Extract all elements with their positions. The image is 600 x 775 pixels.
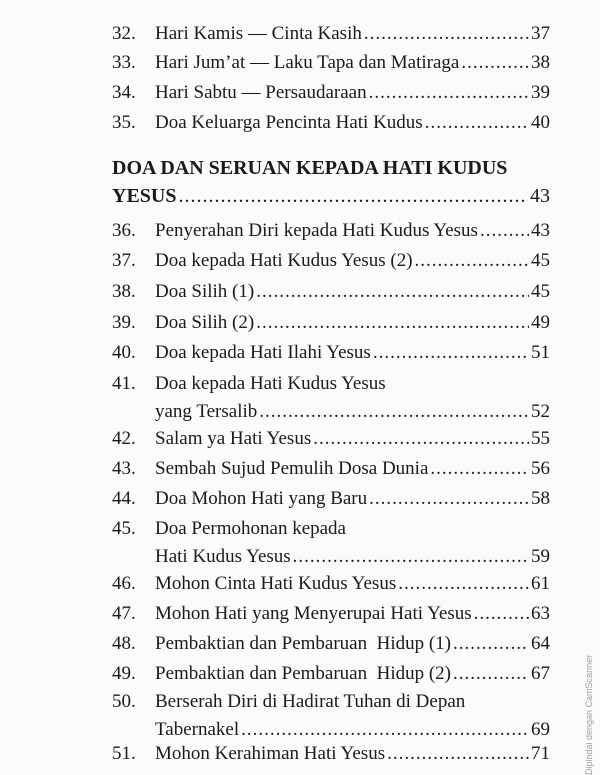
entry-title: Doa kepada Hati Ilahi Yesus	[155, 342, 371, 363]
entry-title: Doa kepada Hati Kudus Yesus (2)	[155, 250, 413, 271]
entry-title: Salam ya Hati Yesus	[155, 428, 312, 449]
entry-number: 50.	[112, 691, 136, 712]
leader-dots	[256, 309, 529, 337]
entry-title: Hari Sabtu — Persaudaraan	[155, 82, 367, 103]
entry-title: Doa Silih (1)	[155, 281, 255, 302]
leader-dots	[293, 543, 529, 571]
section-page: 43	[530, 185, 550, 207]
entry-page: 37	[531, 23, 550, 44]
entry-page: 67	[531, 663, 550, 684]
leader-dots	[453, 630, 529, 658]
leader-dots	[259, 398, 529, 426]
leader-dots	[373, 339, 529, 367]
entry-page: 45	[531, 281, 550, 302]
entry-title: Pembaktian dan Pembaruan Hidup (2)	[155, 663, 452, 684]
toc-entry	[112, 49, 550, 77]
leader-dots	[415, 247, 529, 275]
entry-title: Hari Jum’at — Laku Tapa dan Matiraga	[155, 52, 460, 73]
leader-dots	[369, 79, 529, 107]
leader-dots	[398, 570, 529, 598]
entry-page: 38	[531, 52, 550, 73]
entry-title: Mohon Kerahiman Hati Yesus	[155, 743, 386, 764]
toc-entry	[112, 740, 550, 768]
leader-dots	[178, 182, 528, 210]
entry-number: 40.	[112, 342, 136, 363]
entry-number: 43.	[112, 458, 136, 479]
leader-dots	[474, 600, 529, 628]
entry-page: 40	[531, 112, 550, 133]
section-heading-line2: YESUS	[112, 185, 177, 207]
leader-dots	[425, 109, 529, 137]
entry-number: 44.	[112, 488, 136, 509]
entry-title: Mohon Cinta Hati Kudus Yesus	[155, 573, 397, 594]
entry-page: 56	[531, 458, 550, 479]
toc-entry	[112, 660, 550, 688]
toc-entry	[112, 20, 550, 48]
toc-entry	[112, 339, 550, 367]
toc-entry	[112, 600, 550, 628]
toc-entry	[112, 570, 550, 598]
entry-title-cont: Hati Kudus Yesus	[155, 546, 291, 567]
toc-entry	[112, 278, 550, 306]
toc-entry	[112, 109, 550, 137]
entry-number: 41.	[112, 373, 136, 394]
entry-title: Doa Silih (2)	[155, 312, 255, 333]
toc-entry	[112, 485, 550, 513]
toc-entry	[112, 247, 550, 275]
entry-title: Doa Keluarga Pencinta Hati Kudus	[155, 112, 423, 133]
leader-dots	[430, 455, 529, 483]
entry-title: Doa kepada Hati Kudus Yesus	[155, 373, 386, 394]
entry-title: Penyerahan Diri kepada Hati Kudus Yesus	[155, 220, 478, 241]
entry-number: 47.	[112, 603, 136, 624]
entry-number: 42.	[112, 428, 136, 449]
entry-page: 51	[531, 342, 550, 363]
entry-number: 45.	[112, 518, 136, 539]
toc-entry	[112, 515, 550, 571]
entry-number: 37.	[112, 250, 136, 271]
section-heading-line1: DOA DAN SERUAN KEPADA HATI KUDUS	[112, 157, 508, 179]
scanner-watermark: Dipindai dengan CamScanner	[584, 654, 594, 775]
entry-page: 69	[531, 719, 550, 740]
toc-entry	[112, 370, 550, 426]
entry-number: 48.	[112, 633, 136, 654]
entry-page: 63	[531, 603, 550, 624]
entry-page: 43	[531, 220, 550, 241]
section-heading	[112, 154, 550, 212]
toc-entry	[112, 630, 550, 658]
entry-title-cont: yang Tersalib	[155, 401, 258, 422]
entry-title: Mohon Hati yang Menyerupai Hati Yesus	[155, 603, 472, 624]
leader-dots	[387, 740, 529, 768]
entry-number: 36.	[112, 220, 136, 241]
entry-number: 39.	[112, 312, 136, 333]
leader-dots	[369, 485, 529, 513]
entry-number: 33.	[112, 52, 136, 73]
entry-number: 32.	[112, 23, 136, 44]
entry-title: Sembah Sujud Pemulih Dosa Dunia	[155, 458, 429, 479]
entry-title: Hari Kamis — Cinta Kasih	[155, 23, 362, 44]
entry-page: 61	[531, 573, 550, 594]
entry-number: 38.	[112, 281, 136, 302]
entry-number: 49.	[112, 663, 136, 684]
toc-entry	[112, 217, 550, 245]
entry-page: 39	[531, 82, 550, 103]
entry-title: Doa Permohonan kepada	[155, 518, 346, 539]
leader-dots	[313, 425, 529, 453]
entry-page: 45	[531, 250, 550, 271]
leader-dots	[461, 49, 529, 77]
toc-entry	[112, 79, 550, 107]
toc-entry	[112, 309, 550, 337]
toc-entry	[112, 455, 550, 483]
leader-dots	[480, 217, 529, 245]
entry-number: 51.	[112, 743, 136, 764]
entry-title-cont: Tabernakel	[155, 719, 240, 740]
entry-page: 59	[531, 546, 550, 567]
toc-entry	[112, 425, 550, 453]
entry-title: Berserah Diri di Hadirat Tuhan di Depan	[155, 691, 466, 712]
entry-page: 64	[531, 633, 550, 654]
entry-page: 49	[531, 312, 550, 333]
entry-page: 52	[531, 401, 550, 422]
entry-title: Pembaktian dan Pembaruan Hidup (1)	[155, 633, 452, 654]
entry-title: Doa Mohon Hati yang Baru	[155, 488, 368, 509]
leader-dots	[453, 660, 529, 688]
entry-page: 55	[531, 428, 550, 449]
entry-number: 46.	[112, 573, 136, 594]
entry-page: 58	[531, 488, 550, 509]
entry-number: 34.	[112, 82, 136, 103]
toc-entry	[112, 688, 550, 744]
entry-page: 71	[531, 743, 550, 764]
leader-dots	[364, 20, 529, 48]
entry-number: 35.	[112, 112, 136, 133]
leader-dots	[256, 278, 529, 306]
